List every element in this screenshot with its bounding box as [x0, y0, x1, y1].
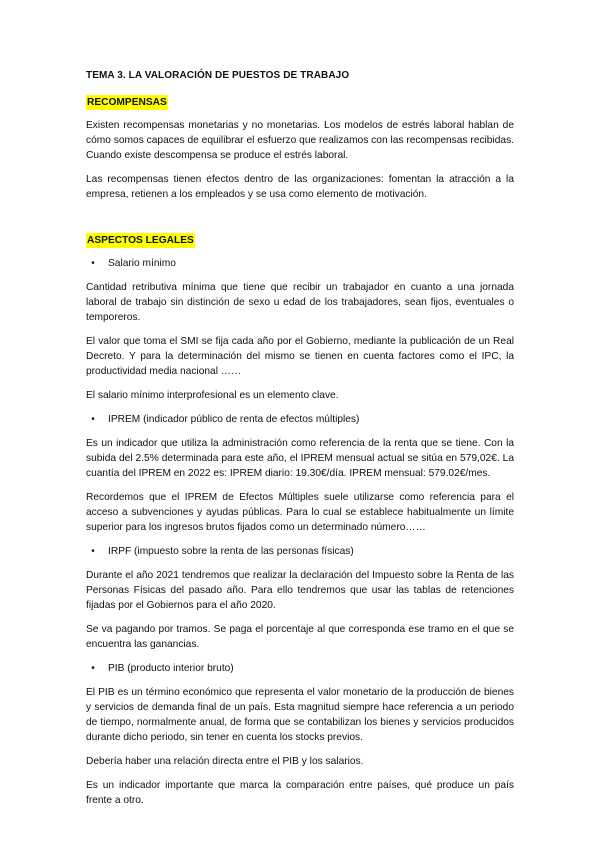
bullet-item-irpf [86, 544, 514, 559]
paragraph: Es un indicador importante que marca la comparación entre países, qué produce un país frente a otro. [86, 780, 514, 806]
document-title: TEMA 3. LA VALORACIÓN DE PUESTOS DE TRABAJO [86, 70, 350, 81]
bullet-icon: • [91, 546, 95, 557]
bullet-icon: • [91, 258, 95, 269]
bullet-item-pib [86, 661, 514, 676]
section-spacer [86, 211, 514, 233]
paragraph: Cantidad retributiva mínima que tiene que recibir un trabajador en cuanto a una jornada laboral de trabajo sin distinción de sexo u edad de los trabajadores, sean fijos, eventuales o temporeros. [86, 282, 514, 323]
paragraph: Existen recompensas monetarias y no monetarias. Los modelos de estrés laboral hablan de cómo somos capaces de equilibrar el esfuerzo que realizamos con las recompensas recibidas. Cuando existe descompensa se produce el estrés laboral. [86, 120, 514, 161]
highlighted-heading: RECOMPENSAS [87, 97, 167, 108]
paragraph: El valor que toma el SMI se fija cada año por el Gobierno, mediante la publicación de un Real Decreto. Y para la determinación del mismo se tienen en cuenta factores como el IPC, la productividad media nacional …… [86, 336, 514, 377]
bullet-label: PIB (producto interior bruto) [108, 663, 234, 674]
section-heading-recompensas [86, 95, 514, 110]
paragraph: Las recompensas tienen efectos dentro de las organizaciones: fomentan la atracción a la empresa, retienen a los empleados y se usa como elemento de motivación. [86, 174, 514, 200]
bullet-icon: • [91, 414, 95, 425]
paragraph: Se va pagando por tramos. Se paga el porcentaje al que corresponda ese tramo en el que se encuentra las ganancias. [86, 624, 514, 650]
bullet-item-salario-minimo [86, 256, 514, 271]
bullet-item-iprem [86, 412, 514, 427]
paragraph: El salario mínimo interprofesional es un elemento clave. [86, 390, 339, 401]
paragraph: Es un indicador que utiliza la administración como referencia de la renta que se tiene. Con la subida del 2.5% determinada para este año, el IPREM mensual actual se sitúa en 579,02€. La cuantía del IPREM en 2022 es: IPREM diario: 19.30€/día. IPREM mensual: 579.02€/mes. [86, 438, 514, 479]
paragraph: El PIB es un término económico que representa el valor monetario de la producción de bienes y servicios de demanda final de un país. Esta magnitud siempre hace referencia a un periodo de tiempo, normalmente anual, de forma que se contabilizan los bienes y servicios producidos durante dicho periodo, sin tener en cuenta los stocks previos. [86, 687, 514, 743]
document-body [86, 68, 514, 817]
bullet-label: IRPF (impuesto sobre la renta de las personas físicas) [108, 546, 354, 557]
paragraph: Debería haber una relación directa entre el PIB y los salarios. [86, 756, 364, 767]
bullet-label: IPREM (indicador público de renta de efectos múltiples) [108, 414, 360, 425]
paragraph: Recordemos que el IPREM de Efectos Múltiples suele utilizarse como referencia para el acceso a subvenciones y ayudas públicas. Para lo cual se establece habitualmente un límite superior para los ingresos brutos fijados como un determinado número…… [86, 492, 514, 533]
bullet-icon: • [91, 663, 95, 674]
paragraph: Durante el año 2021 tendremos que realizar la declaración del Impuesto sobre la Renta de las Personas Físicas del pasado año. Para ello tendremos que usar las tablas de retenciones fijadas por el Gobiernos para el año 2020. [86, 570, 514, 611]
bullet-label: Salario mínimo [108, 258, 176, 269]
section-heading-aspectos-legales [86, 233, 514, 248]
highlighted-heading: ASPECTOS LEGALES [87, 235, 194, 246]
